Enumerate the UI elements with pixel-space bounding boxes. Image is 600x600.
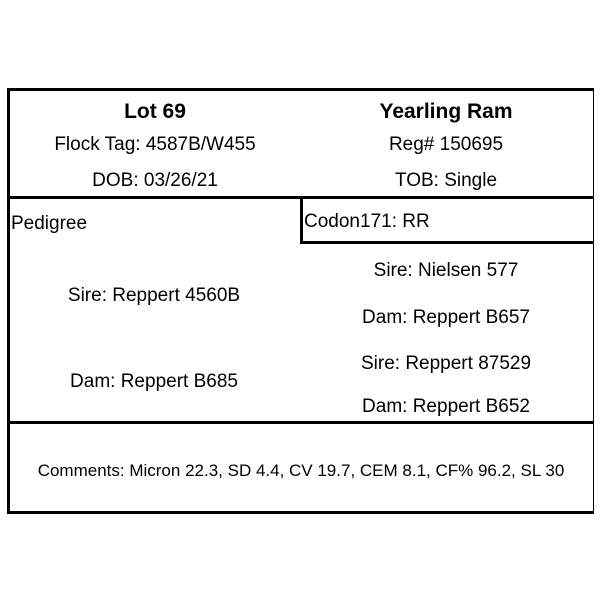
codon-box-bottom [300,241,594,244]
codon-171: Codon171: RR [304,211,430,232]
sire-dam: Dam: Reppert B657 [362,307,530,328]
codon-box-left [300,196,303,244]
type-of-birth: TOB: Single [394,170,498,191]
date-of-birth: DOB: 03/26/21 [92,170,218,191]
comments: Comments: Micron 22.3, SD 4.4, CV 19.7, CEM 8.1, CF% 96.2, SL 30 [37,461,565,480]
dam: Dam: Reppert B685 [70,371,238,392]
pedigree-label: Pedigree [11,213,88,234]
flock-tag: Flock Tag: 4587B/W455 [54,134,256,155]
lot-number: Lot 69 [124,100,186,123]
dam-sire: Sire: Reppert 87529 [360,353,532,374]
sire-sire: Sire: Nielsen 577 [373,260,519,281]
animal-category: Yearling Ram [379,100,513,123]
dam-dam: Dam: Reppert B652 [362,396,530,417]
sire: Sire: Reppert 4560B [67,285,241,306]
registration-number: Reg# 150695 [388,134,504,155]
comments-divider [7,421,594,424]
